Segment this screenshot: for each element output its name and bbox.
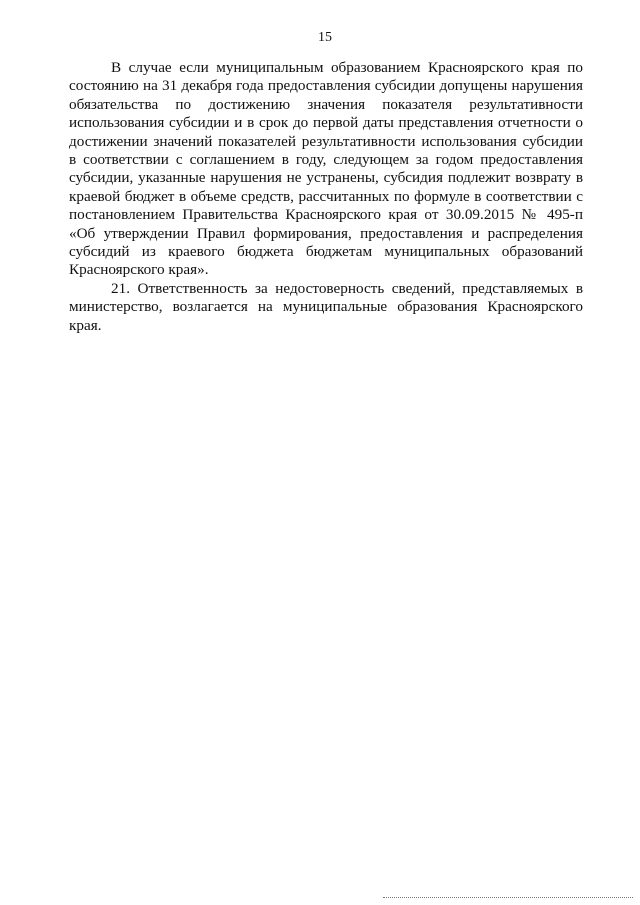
document-body: [69, 59, 583, 335]
paragraph-21-responsibility: 21. Ответственность за недостоверность сведений, представляемых в министерство, возлагается на муниципальные образования Красноярского края.: [69, 279, 583, 334]
paragraph-subsidy-return: В случае если муниципальным образованием Красноярского края по состоянию на 31 декабря года предоставления субсидии допущены нарушения обязательства по достижению значения показателя результативности использования субсидии и в срок до первой даты представления отчетности о достижении значений показателей результативности использования субсидии в соответствии с соглашением в году, следующем за годом предоставления субсидии, указанные нарушения не устранены, субсидия подлежит возврату в краевой бюджет в объеме средств, рассчитанных по формуле в соответствии с постановлением Правительства Красноярского края от 30.09.2015 № 495-п «Об утверждении Правил формирования, предоставления и распределения субсидий из краевого бюджета бюджетам муниципальных образований Красноярского края».: [69, 59, 583, 279]
page-number: 15: [318, 30, 332, 45]
footer-divider: [383, 897, 633, 898]
